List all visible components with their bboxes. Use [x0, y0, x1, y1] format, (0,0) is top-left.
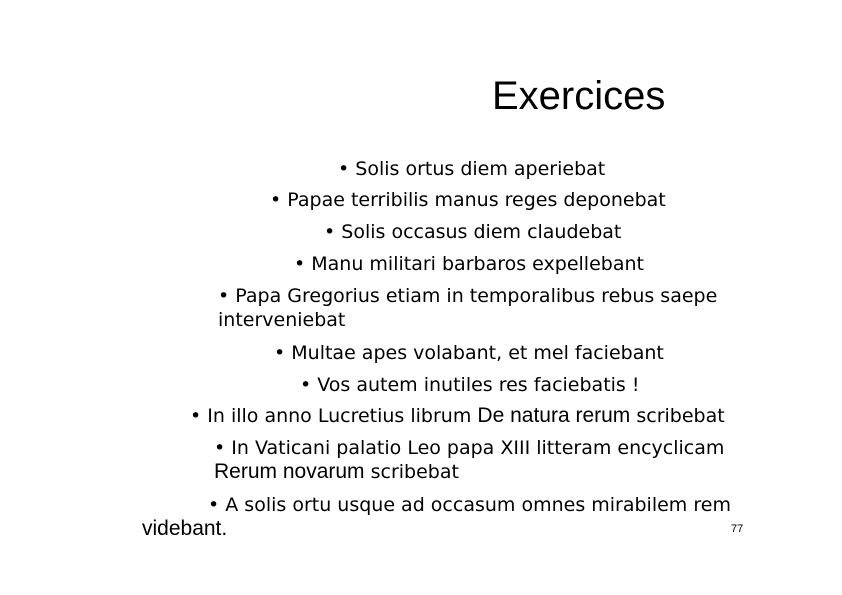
exercise-line-3 [324, 220, 621, 244]
exercise-text: In Vaticani palatio Leo papa XIII litteram encyclicam [231, 437, 725, 459]
exercise-line-10-continued [142, 517, 227, 541]
bullet: • [274, 342, 286, 364]
exercise-line-7 [300, 373, 639, 397]
exercise-text: A solis ortu usque ad occasum omnes mirabilem rem [225, 494, 731, 516]
exercise-text: Papae terribilis manus reges deponebat [287, 189, 666, 211]
bullet: • [190, 405, 202, 427]
exercise-text: scribebat [630, 405, 725, 427]
exercise-line-9 [214, 436, 724, 460]
exercise-text: Manu militari barbaros expellebant [311, 253, 644, 275]
exercise-text: Vos autem inutiles res faciebatis ! [317, 374, 640, 396]
exercise-line-2 [270, 188, 666, 212]
exercise-text: Multae apes volabant, et mel faciebant [291, 342, 664, 364]
exercise-text: Solis ortus diem aperiebat [355, 158, 606, 180]
exercise-text: videbant. [142, 517, 228, 540]
page-number: 77 [731, 523, 744, 535]
bullet: • [218, 285, 230, 307]
slide-title: Exercices [492, 74, 666, 118]
bullet: • [294, 253, 306, 275]
bullet: • [338, 158, 350, 180]
exercise-line-5-continued [218, 308, 345, 332]
bullet: • [270, 189, 282, 211]
exercise-text: Papa Gregorius etiam in temporalibus rebus saepe [235, 285, 718, 307]
exercise-text: In illo anno Lucretius librum [207, 405, 478, 427]
exercise-line-4 [294, 252, 644, 276]
exercise-line-10 [208, 493, 731, 517]
bullet: • [300, 374, 312, 396]
encyclical-title: Rerum novarum [214, 460, 365, 483]
exercise-line-6 [274, 341, 664, 365]
exercise-line-9-continued [214, 460, 459, 484]
exercise-line-1 [338, 157, 605, 181]
bullet: • [324, 221, 336, 243]
bullet: • [214, 437, 226, 459]
exercise-line-5 [218, 284, 717, 308]
exercise-text: interveniebat [218, 309, 346, 331]
book-title: De natura rerum [477, 404, 631, 427]
exercise-text: scribebat [364, 461, 459, 483]
exercise-text: Solis occasus diem claudebat [341, 221, 622, 243]
bullet: • [208, 494, 220, 516]
exercise-line-8 [190, 404, 725, 428]
